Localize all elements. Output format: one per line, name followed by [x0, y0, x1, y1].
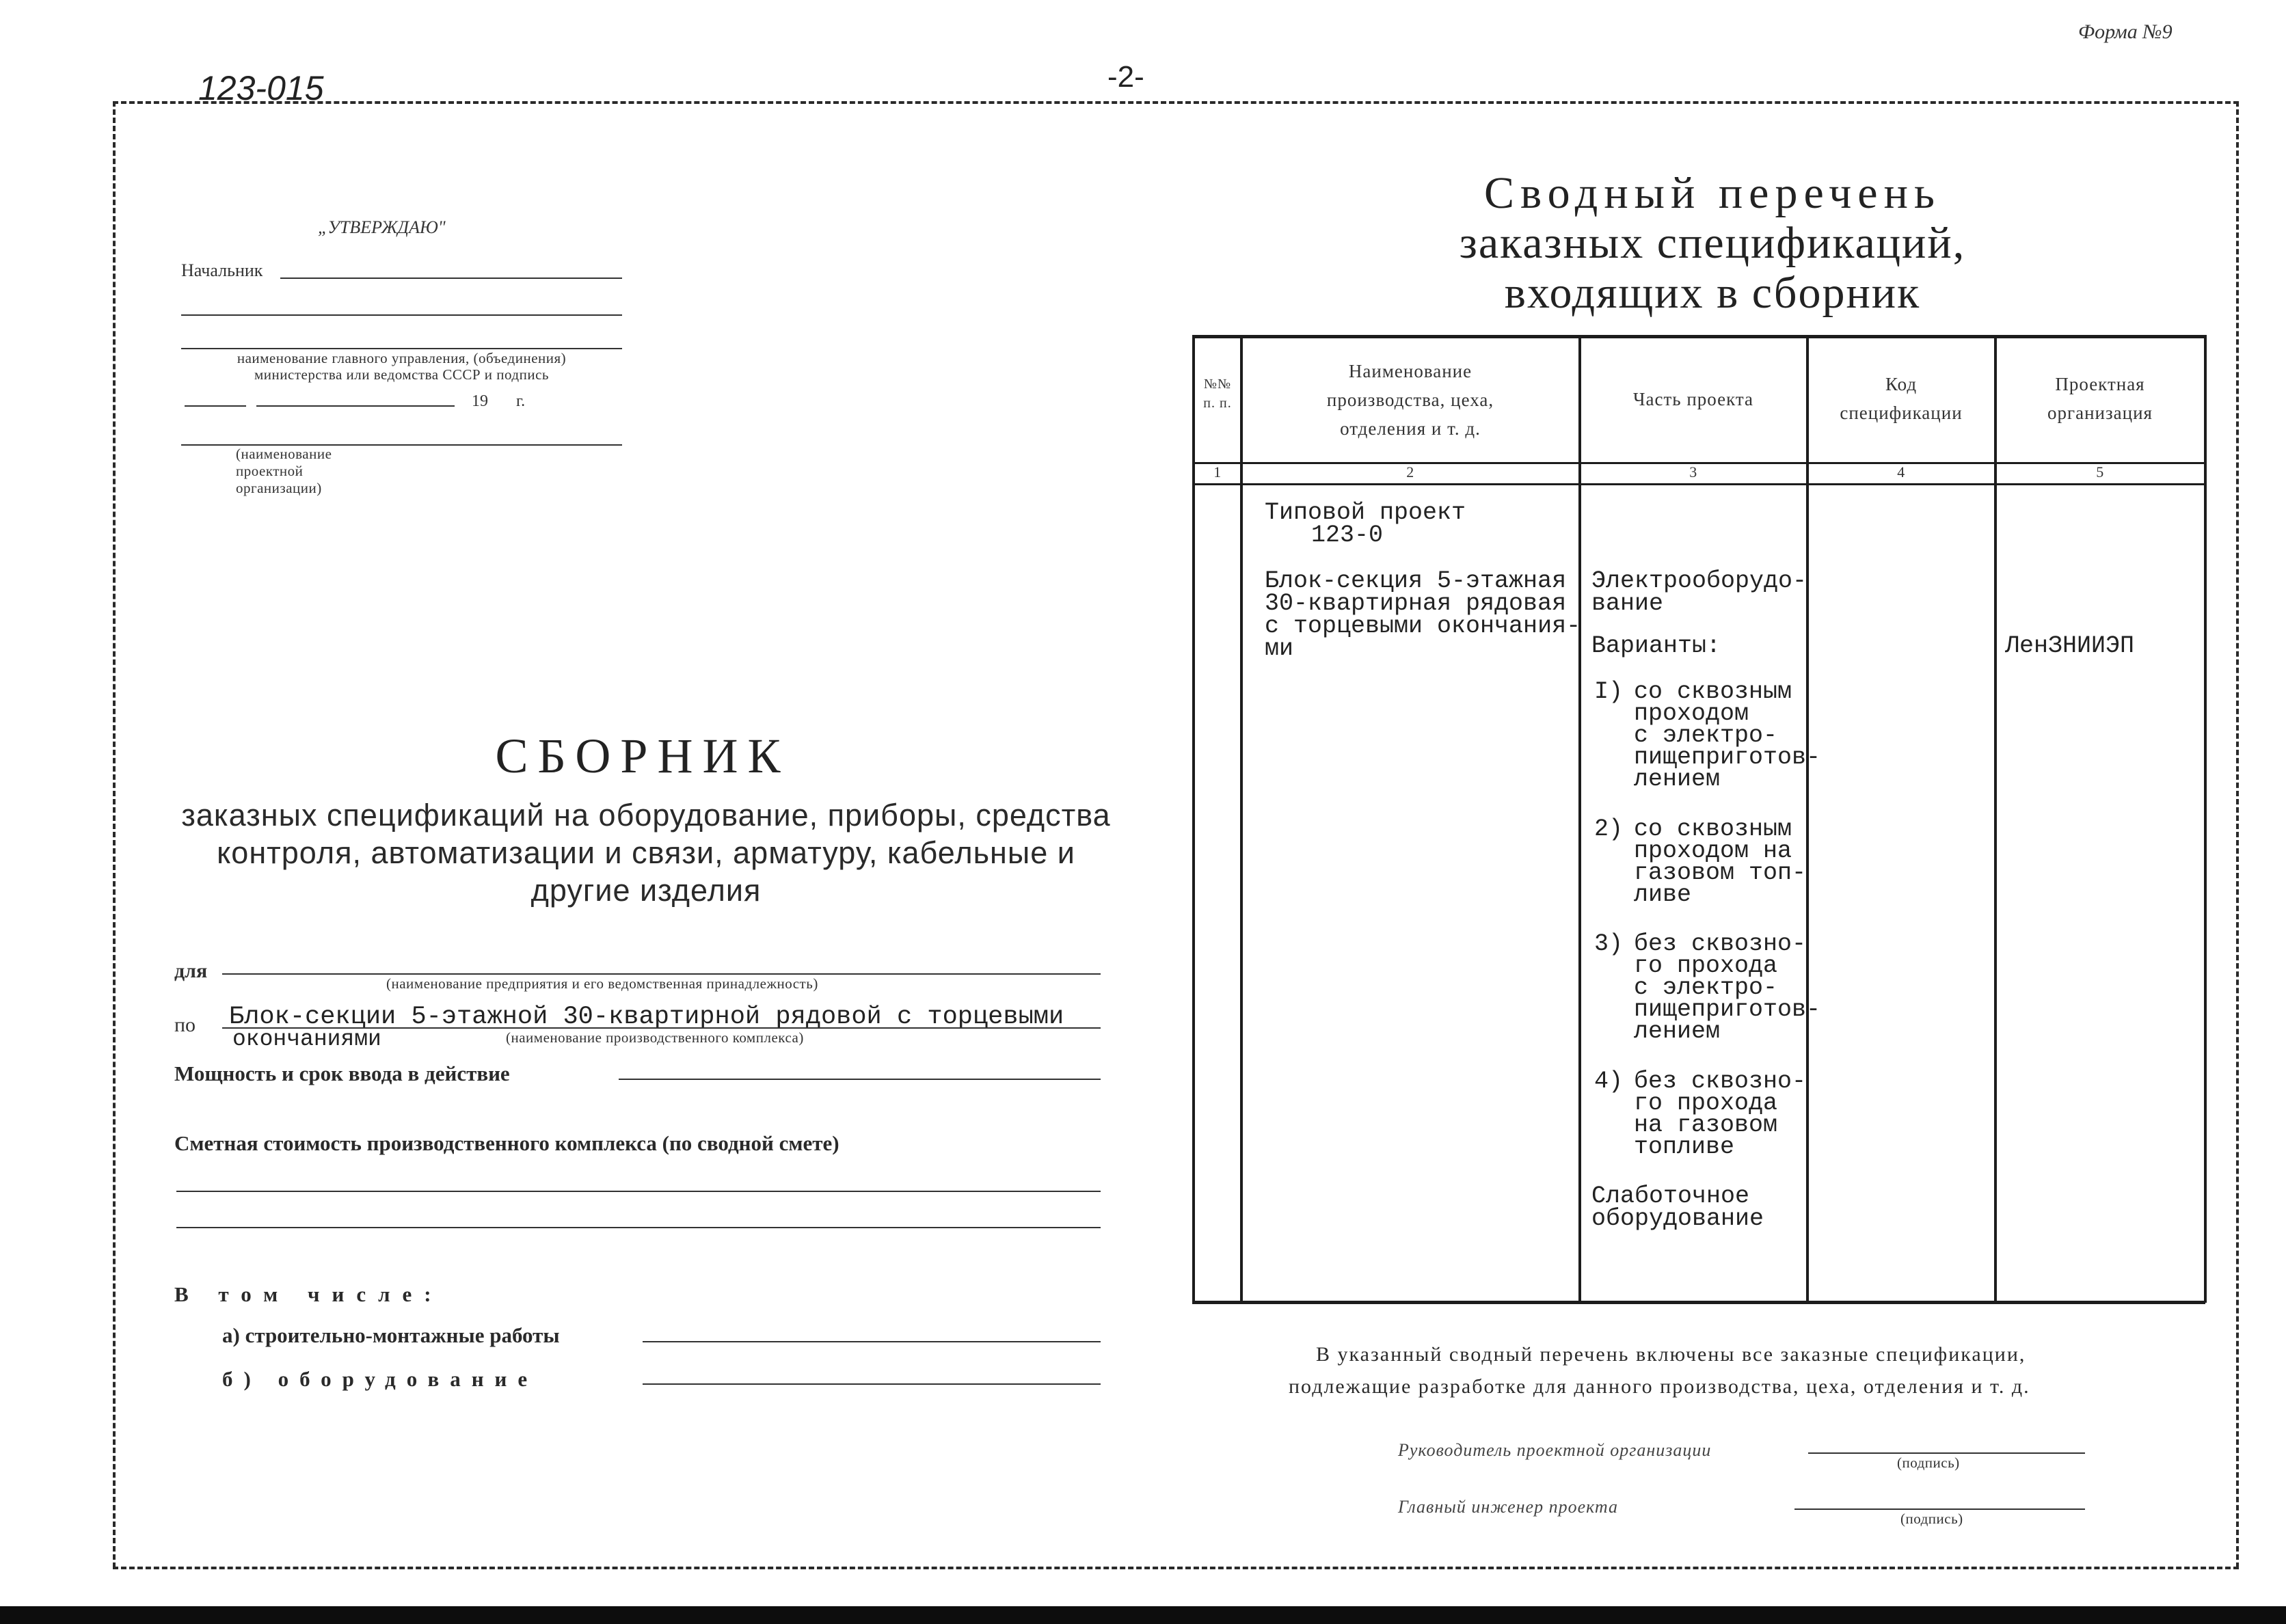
capacity-label: Мощность и срок ввода в действие: [174, 1061, 510, 1085]
chief-label: Начальник: [181, 260, 263, 280]
header-name-line2: производства, цеха,: [1326, 390, 1494, 410]
row-project-line1: Типовой проект: [1265, 499, 1466, 526]
variant-4-line2: го прохода: [1634, 1090, 1778, 1117]
variant-2-line2: проходом на: [1634, 837, 1792, 865]
date-line-2: [256, 405, 455, 407]
col-number-4: 4: [1897, 463, 1905, 481]
row-part-line2: вание: [1591, 590, 1664, 617]
for-caption: (наименование предприятия и его ведомственная принадлежность): [386, 975, 818, 992]
cost-line-2: [176, 1227, 1101, 1228]
variant-2-line4: ливе: [1634, 881, 1692, 908]
chief-line: [280, 278, 622, 279]
variant-4-num: 4): [1594, 1068, 1624, 1095]
frame-right-border: [2236, 101, 2239, 1568]
row-block-line3: с торцевыми окончания-: [1265, 612, 1581, 640]
equipment-line: [643, 1383, 1101, 1385]
header-part: Часть проекта: [1632, 389, 1753, 409]
variant-1-line2: проходом: [1634, 700, 1749, 727]
collection-title: СБОРНИК: [495, 729, 790, 783]
col-number-3: 3: [1689, 463, 1697, 481]
header-num: [1195, 375, 1240, 413]
frame-left-border: [113, 101, 116, 1568]
construction-line: [643, 1341, 1101, 1342]
org-caption-line2: министерства или ведомства СССР и подпись: [254, 366, 549, 383]
header-org-line2: организация: [2047, 403, 2153, 423]
collection-subtitle-line2: контроля, автоматизации и связи, арматуру, кабельные и: [217, 835, 1075, 870]
by-value-line2: окончаниями: [232, 1027, 381, 1052]
header-org-line1: Проектная: [2055, 374, 2145, 394]
row-part-line1: Электрооборудо-: [1591, 567, 1807, 595]
collection-subtitle-line3: другие изделия: [530, 873, 762, 908]
including-label: В том числе:: [174, 1282, 444, 1306]
head-signature-label: Руководитель проектной организации: [1398, 1440, 1712, 1460]
col-number-1: 1: [1213, 463, 1222, 481]
col-number-5: 5: [2096, 463, 2104, 481]
row-lowcurrent-line2: оборудование: [1591, 1205, 1764, 1232]
variant-2-line3: газовом топ-: [1634, 859, 1807, 887]
header-name-line1: Наименование: [1348, 361, 1473, 381]
variant-3-num: 3): [1594, 930, 1624, 958]
summary-title-line1: Сводный перечень: [1483, 168, 1941, 218]
header-code: [1809, 370, 1993, 427]
footer-note-line2: подлежащие разработке для данного производства, цеха, отделения и т. д.: [1289, 1375, 2030, 1398]
engineer-signature-caption: (подпись): [1900, 1511, 1963, 1527]
table-col-line-5: [2204, 335, 2207, 1303]
header-name: [1243, 357, 1578, 443]
variant-2-num: 2): [1594, 815, 1624, 843]
variant-3-line5: лением: [1634, 1018, 1721, 1045]
cost-label: Сметная стоимость производственного комплекса (по сводной смете): [174, 1131, 839, 1155]
footer-note-line1: В указанный сводный перечень включены все заказные спецификации,: [1316, 1343, 2026, 1366]
variant-4-line4: топливе: [1634, 1133, 1735, 1161]
cost-line-1: [176, 1191, 1101, 1192]
page-number: -2-: [1107, 60, 1144, 94]
by-label: по: [174, 1014, 196, 1036]
engineer-signature-line: [1794, 1508, 2085, 1510]
header-name-line3: отделения и т. д.: [1340, 418, 1481, 439]
variant-4-line3: на газовом: [1634, 1111, 1778, 1139]
for-line: [222, 973, 1101, 975]
table-top-border: [1192, 335, 2205, 338]
table-bottom-border: [1192, 1301, 2205, 1304]
bottom-scan-band: [0, 1606, 2286, 1624]
approve-word: „УТВЕРЖДАЮ": [318, 217, 446, 237]
head-signature-caption: (подпись): [1897, 1454, 1960, 1471]
by-caption: (наименование производственного комплекса): [506, 1029, 804, 1046]
variant-1-line3: с электро-: [1634, 722, 1778, 749]
equipment-label: б) оборудование: [222, 1367, 539, 1391]
col-number-2: 2: [1406, 463, 1414, 481]
engineer-signature-label: Главный инженер проекта: [1398, 1497, 1619, 1517]
variant-3-line2: го прохода: [1634, 952, 1778, 979]
capacity-line: [619, 1079, 1101, 1080]
variant-1-line4: пищеприготов-: [1634, 744, 1821, 771]
by-value-line1: Блок-секции 5-этажной 30-квартирной рядовой с торцевыми: [229, 1003, 1064, 1031]
date-line-1: [185, 405, 246, 407]
row-block-line1: Блок-секция 5-этажная: [1265, 567, 1567, 595]
variant-3-line4: пищеприготов-: [1634, 996, 1821, 1023]
year-prefix: 19: [472, 392, 488, 410]
row-lowcurrent-line1: Слаботочное: [1591, 1182, 1750, 1210]
variant-4-line1: без сквозно-: [1634, 1068, 1807, 1095]
form-label: Форма №9: [2078, 21, 2173, 43]
frame-bottom-border: [113, 1567, 2239, 1569]
header-num-line2: п. п.: [1203, 396, 1232, 411]
row-block-line4: ми: [1265, 635, 1294, 662]
row-organization: ЛенЗНИИЭП: [2005, 632, 2135, 660]
frame-top-border: [113, 101, 2239, 104]
variant-3-line1: без сквозно-: [1634, 930, 1807, 958]
header-org: [1997, 370, 2203, 427]
org-caption-line1: наименование главного управления, (объединения): [237, 350, 567, 366]
row-variants-label: Варианты:: [1591, 632, 1721, 660]
summary-title-line3: входящих в сборник: [1504, 268, 1921, 318]
table-colnum-bottom: [1192, 483, 2205, 485]
row-project-line2: 123-0: [1311, 522, 1384, 549]
variant-1-num: I): [1594, 678, 1624, 705]
year-suffix: г.: [516, 392, 526, 410]
document-code: 123-015: [198, 69, 324, 107]
row-block-line2: 30-квартирная рядовая: [1265, 590, 1567, 617]
chief-line-2: [181, 314, 622, 316]
header-code-line1: Код: [1885, 374, 1918, 394]
for-label: для: [174, 960, 208, 982]
summary-title-line2: заказных спецификаций,: [1459, 218, 1966, 268]
collection-subtitle-line1: заказных спецификаций на оборудование, приборы, средства: [181, 798, 1111, 833]
design-org-caption: (наименование проектной организации): [236, 446, 332, 496]
header-num-line1: №№: [1203, 377, 1232, 392]
variant-1-line5: лением: [1634, 766, 1721, 793]
head-signature-line: [1808, 1452, 2085, 1454]
variant-3-line3: с электро-: [1634, 974, 1778, 1001]
construction-label: а) строительно-монтажные работы: [222, 1323, 560, 1347]
variant-2-line1: со сквозным: [1634, 815, 1792, 843]
variant-1-line1: со сквозным: [1634, 678, 1792, 705]
org-line: [181, 348, 622, 349]
header-code-line2: спецификации: [1840, 403, 1963, 423]
